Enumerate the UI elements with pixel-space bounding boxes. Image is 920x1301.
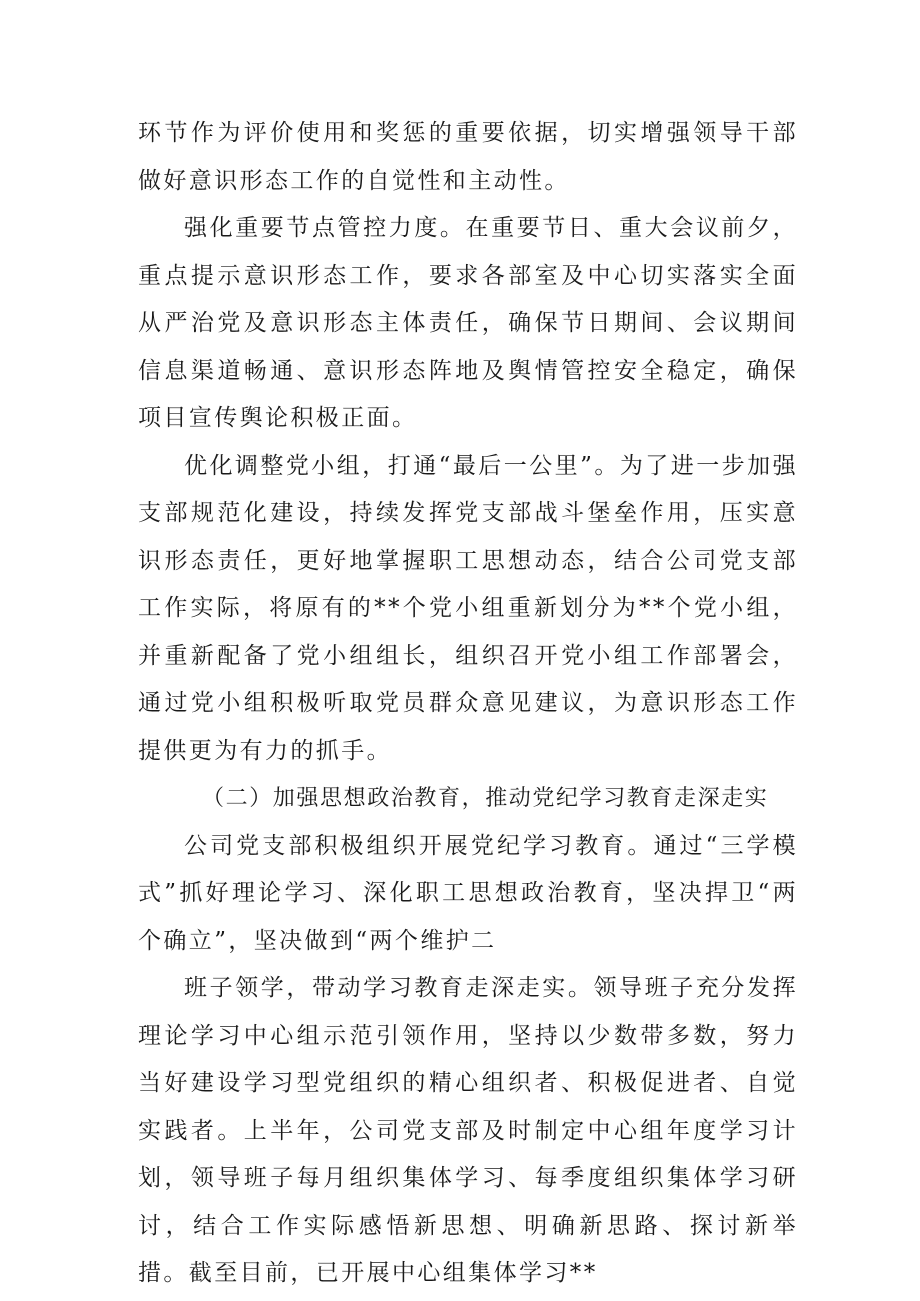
paragraph-2: 强化重要节点管控力度。在重要节日、重大会议前夕，重点提示意识形态工作，要求各部室及中心切实落实全面从严治党及意识形态主体责任，确保节日期间、会议期间信息渠道畅通、意识形态阵地及舆情管控安全稳定，确保项目宣传舆论积极正面。 bbox=[138, 215, 798, 431]
paragraph-5: 班子领学，带动学习教育走深走实。领导班子充分发挥理论学习中心组示范引领作用，坚持以少数带多数，努力当好建设学习型党组织的精心组织者、积极促进者、自觉实践者。上半年，公司党支部及时制定中心组年度学习计划，领导班子每月组织集体学习、每季度组织集体学习研讨，结合工作实际感悟新思想、明确新思路、探讨新举措。截至目前，已开展中心组集体学习** bbox=[138, 975, 798, 1286]
section-heading: （二）加强思想政治教育，推动党纪学习教育走深走实 bbox=[202, 786, 769, 811]
document-body bbox=[138, 110, 798, 1298]
paragraph-3: 优化调整党小组，打通“最后一公里”。为了进一步加强支部规范化建设，持续发挥党支部战斗堡垒作用，压实意识形态责任，更好地掌握职工思想动态，结合公司党支部工作实际，将原有的**个党小组重新划分为**个党小组，并重新配备了党小组组长，组织召开党小组工作部署会，通过党小组积极听取党员群众意见建议，为意识形态工作提供更为有力的抓手。 bbox=[138, 452, 798, 764]
paragraph-4: 公司党支部积极组织开展党纪学习教育。通过“三学模式”抓好理论学习、深化职工思想政治教育，坚决捍卫“两个确立”，坚决做到“两个维护二 bbox=[138, 832, 798, 954]
paragraph-1: 环节作为评价使用和奖惩的重要依据，切实增强领导干部做好意识形态工作的自觉性和主动性。 bbox=[138, 120, 798, 194]
